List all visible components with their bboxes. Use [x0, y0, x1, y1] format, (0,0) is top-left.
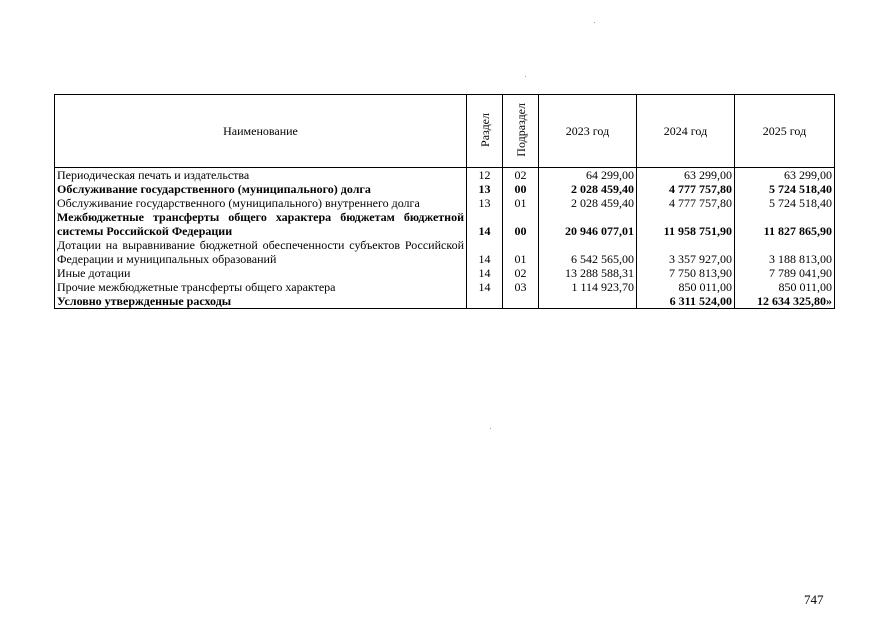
row-subsection: 02	[503, 168, 539, 183]
row-2025: 7 789 041,90	[735, 266, 835, 280]
table-row	[55, 168, 835, 183]
row-2023	[539, 294, 637, 309]
row-2023: 64 299,00	[539, 168, 637, 183]
header-section-label: Раздел	[477, 112, 492, 147]
table-row	[55, 182, 835, 196]
row-2024: 63 299,00	[637, 168, 735, 183]
header-subsection-label: Подраздел	[513, 102, 528, 157]
row-2024: 7 750 813,90	[637, 266, 735, 280]
table-header-row	[55, 95, 835, 168]
row-2023: 13 288 588,31	[539, 266, 637, 280]
table-row	[55, 238, 835, 266]
row-name: Обслуживание государственного (муниципального) долга	[55, 182, 467, 196]
table-row	[55, 266, 835, 280]
row-2023: 2 028 459,40	[539, 196, 637, 210]
row-name: Межбюджетные трансферты общего характера бюджетам бюджетной системы Российской Федерации	[55, 210, 467, 238]
row-section: 12	[467, 168, 503, 183]
row-name: Условно утвержденные расходы	[55, 294, 467, 309]
row-2024: 850 011,00	[637, 280, 735, 294]
header-2025: 2025 год	[735, 95, 835, 168]
table-row	[55, 196, 835, 210]
row-name: Прочие межбюджетные трансферты общего характера	[55, 280, 467, 294]
row-2024: 6 311 524,00	[637, 294, 735, 309]
row-subsection: 02	[503, 266, 539, 280]
row-name: Иные дотации	[55, 266, 467, 280]
row-subsection: 01	[503, 238, 539, 266]
row-2025: 850 011,00	[735, 280, 835, 294]
scan-speck	[490, 428, 491, 429]
row-subsection: 01	[503, 196, 539, 210]
header-section	[467, 95, 503, 168]
scan-speck	[594, 22, 595, 23]
row-2025: 5 724 518,40	[735, 196, 835, 210]
row-section: 13	[467, 196, 503, 210]
row-2024: 4 777 757,80	[637, 182, 735, 196]
row-section: 14	[467, 280, 503, 294]
row-subsection: 03	[503, 280, 539, 294]
row-name: Дотации на выравнивание бюджетной обеспеченности субъектов Российской Федерации и муниципальных образований	[55, 238, 467, 266]
row-name: Обслуживание государственного (муниципального) внутреннего долга	[55, 196, 467, 210]
row-2025: 11 827 865,90	[735, 210, 835, 238]
row-2023: 2 028 459,40	[539, 182, 637, 196]
row-2025: 5 724 518,40	[735, 182, 835, 196]
row-2025: 12 634 325,80»	[735, 294, 835, 309]
header-name: Наименование	[55, 95, 467, 168]
row-2023: 20 946 077,01	[539, 210, 637, 238]
header-2023: 2023 год	[539, 95, 637, 168]
scan-speck	[525, 76, 526, 77]
row-section: 14	[467, 210, 503, 238]
table-row	[55, 210, 835, 238]
row-2025: 3 188 813,00	[735, 238, 835, 266]
page-number: 747	[804, 592, 824, 607]
row-subsection: 00	[503, 210, 539, 238]
row-2023: 1 114 923,70	[539, 280, 637, 294]
row-subsection: 00	[503, 182, 539, 196]
row-section: 13	[467, 182, 503, 196]
row-section: 14	[467, 238, 503, 266]
table-row	[55, 280, 835, 294]
row-section	[467, 294, 503, 309]
header-subsection	[503, 95, 539, 168]
row-section: 14	[467, 266, 503, 280]
header-2024: 2024 год	[637, 95, 735, 168]
row-2025: 63 299,00	[735, 168, 835, 183]
row-2024: 11 958 751,90	[637, 210, 735, 238]
row-subsection	[503, 294, 539, 309]
row-name: Периодическая печать и издательства	[55, 168, 467, 183]
row-2023: 6 542 565,00	[539, 238, 637, 266]
budget-table	[54, 94, 835, 309]
row-2024: 3 357 927,00	[637, 238, 735, 266]
row-2024: 4 777 757,80	[637, 196, 735, 210]
table-row	[55, 294, 835, 309]
